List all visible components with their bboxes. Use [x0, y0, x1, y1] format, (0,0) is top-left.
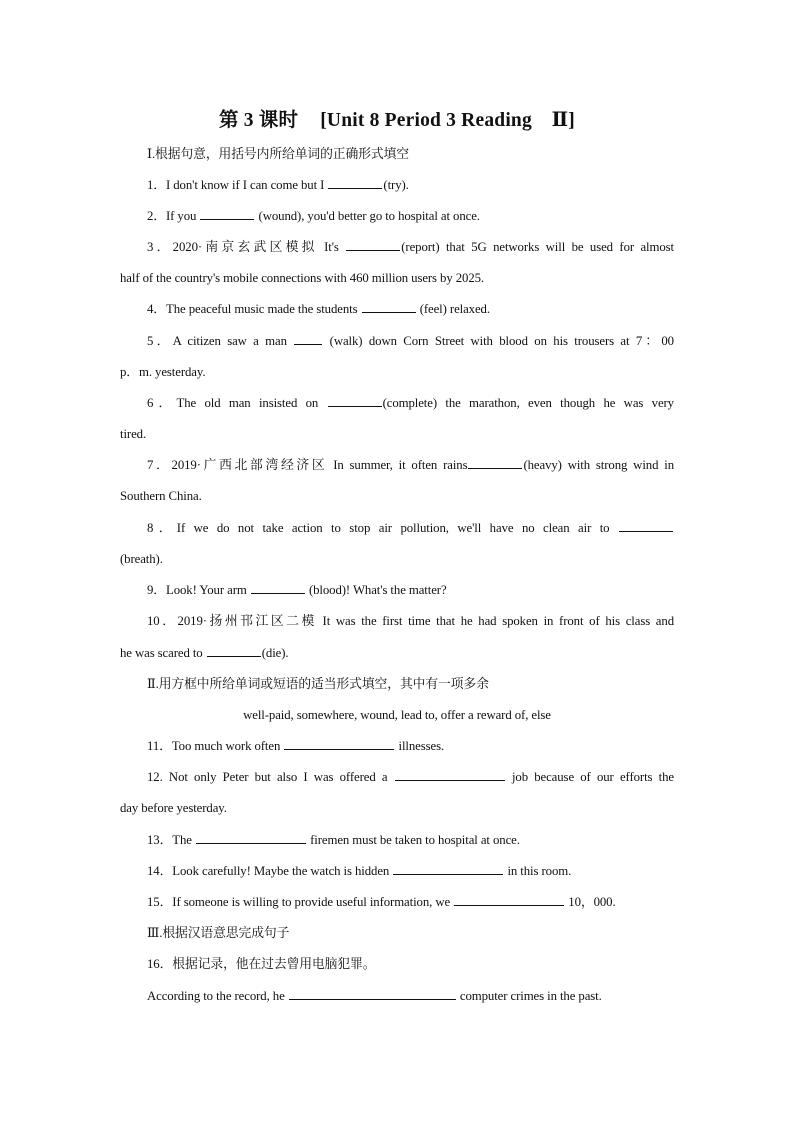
- question-10-cont: he was scared to (die).: [120, 646, 289, 660]
- question-5-cont: p．m. yesterday.: [120, 365, 206, 379]
- section-1-heading: Ⅰ.根据句意，用括号内所给单词的正确形式填空: [147, 147, 409, 161]
- section-3-heading: Ⅲ.根据汉语意思完成句子: [147, 926, 290, 940]
- answer-blank[interactable]: [454, 894, 564, 906]
- question-4: 4．The peaceful music made the students (feel) relaxed.: [147, 302, 490, 316]
- question-12-cont: day before yesterday.: [120, 801, 227, 815]
- answer-blank[interactable]: [207, 645, 261, 657]
- question-11: 11．Too much work often illnesses.: [147, 739, 445, 753]
- section-2-heading: Ⅱ.用方框中所给单词或短语的适当形式填空，其中有一项多余: [147, 677, 489, 691]
- question-12: 12. Not only Peter but also I was offered a job because of our efforts the: [147, 770, 674, 784]
- answer-blank[interactable]: [395, 769, 505, 781]
- word-box: well-paid, somewhere, wound, lead to, offer a reward of, else: [243, 708, 551, 722]
- answer-blank[interactable]: [196, 832, 306, 844]
- answer-blank[interactable]: [200, 208, 254, 220]
- answer-blank[interactable]: [328, 177, 382, 189]
- question-6-cont: tired.: [120, 427, 147, 441]
- answer-blank[interactable]: [251, 582, 305, 594]
- question-7-cont: Southern China.: [120, 489, 202, 503]
- question-13: 13．The firemen must be taken to hospital at once.: [147, 833, 520, 847]
- question-15: 15．If someone is willing to provide useful information, we 10，000.: [147, 895, 616, 909]
- question-16-prompt: 16．根据记录，他在过去曾用电脑犯罪。: [147, 957, 376, 971]
- answer-blank[interactable]: [619, 520, 673, 532]
- answer-blank[interactable]: [294, 333, 322, 345]
- question-1: 1．I don't know if I can come but I (try).: [147, 178, 409, 192]
- question-7: 7．2019·广西北部湾经济区 In summer, it often rains (heavy) with strong wind in: [147, 458, 674, 472]
- question-5: 5．A citizen saw a man (walk) down Corn Street with blood on his trousers at 7：00: [147, 334, 674, 348]
- question-2: 2．If you (wound), you'd better go to hospital at once.: [147, 209, 480, 223]
- question-9: 9．Look! Your arm (blood)! What's the matter?: [147, 583, 447, 597]
- answer-blank[interactable]: [362, 301, 416, 313]
- answer-blank[interactable]: [328, 395, 382, 407]
- answer-blank[interactable]: [284, 738, 394, 750]
- question-14: 14．Look carefully! Maybe the watch is hidden in this room.: [147, 864, 572, 878]
- question-6: 6．The old man insisted on (complete) the marathon, even though he was very: [147, 396, 674, 410]
- answer-blank[interactable]: [468, 457, 522, 469]
- question-10: 10．2019·扬州邗江区二模 It was the first time that he had spoken in front of his class and: [147, 614, 674, 628]
- answer-blank[interactable]: [289, 988, 456, 1000]
- question-16: According to the record, he computer crimes in the past.: [147, 989, 602, 1003]
- page-title: [0, 104, 794, 132]
- answer-blank[interactable]: [346, 239, 400, 251]
- answer-blank[interactable]: [393, 863, 503, 875]
- question-8-cont: (breath).: [120, 552, 163, 566]
- unit-period: [Unit 8 Period 3 Reading Ⅱ]: [320, 110, 575, 131]
- question-3: 3．2020·南京玄武区模拟 It's (report) that 5G networks will be used for almost: [147, 240, 674, 254]
- lesson-number: 第 3 课时: [219, 110, 299, 131]
- question-8: 8．If we do not take action to stop air pollution, we'll have no clean air to: [147, 520, 674, 536]
- question-3-cont: half of the country's mobile connections with 460 million users by 2025.: [120, 271, 485, 285]
